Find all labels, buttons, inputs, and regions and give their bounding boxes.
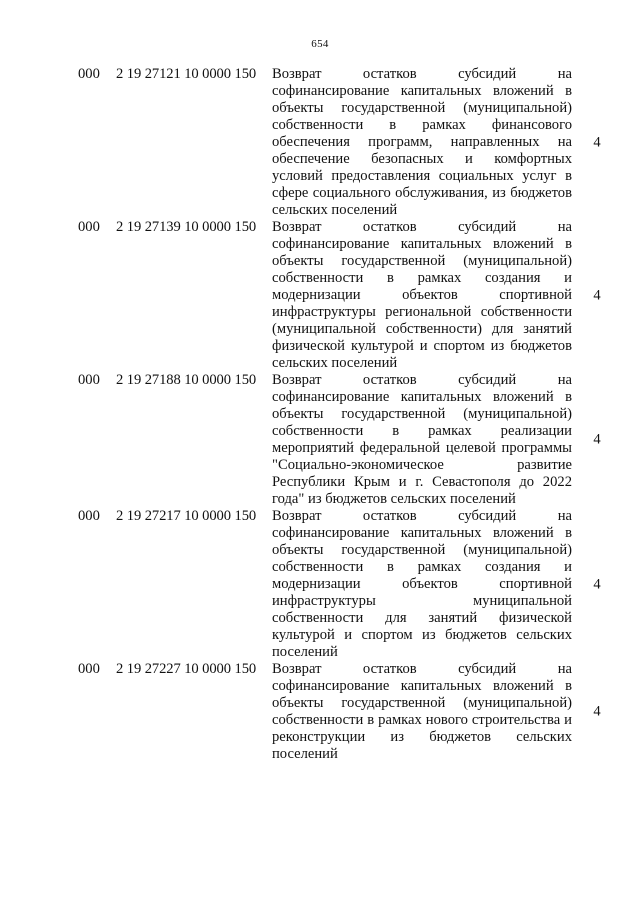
row-value: 4	[593, 576, 601, 592]
row-description: Возврат остатков субсидий на софинансирование капитальных вложений в объекты государственной (муниципальной) собственности в рамках нового строительства и реконструкции из бюджетов сельских поселений	[272, 661, 572, 762]
row-value: 4	[593, 703, 601, 720]
page-number: 654	[311, 38, 329, 50]
budget-code: 2 19 27217 10 0000 150	[116, 508, 257, 524]
table-row	[0, 66, 640, 219]
row-description: Возврат остатков субсидий на софинансирование капитальных вложений в объекты государственной (муниципальной) собственности в рамках реализации мероприятий федеральной целевой программы "Социально-экономическое развитие Республики Крым и г. Севастополя до 2022 года" из бюджетов сельских поселений	[272, 372, 572, 507]
admin-code: 000	[78, 219, 100, 235]
admin-code: 000	[78, 66, 100, 82]
row-description: Возврат остатков субсидий на софинансирование капитальных вложений в объекты государственной (муниципальной) собственности в рамках финансового обеспечения программ, направленных на обеспечение безопасных и комфортных условий предоставления социальных услуг в сфере социального обслуживания, из бюджетов сельских поселений	[272, 66, 572, 218]
budget-code: 2 19 27227 10 0000 150	[116, 661, 257, 677]
table-row	[0, 219, 640, 372]
row-description: Возврат остатков субсидий на софинансирование капитальных вложений в объекты государственной (муниципальной) собственности в рамках создания и модернизации объектов спортивной инфраструктуры муниципальной собственности для занятий физической культурой и спортом из бюджетов сельских поселений	[272, 508, 572, 660]
row-value: 4	[593, 134, 601, 150]
row-description: Возврат остатков субсидий на софинансирование капитальных вложений в объекты государственной (муниципальной) собственности в рамках создания и модернизации объектов спортивной инфраструктуры региональной собственности (муниципальной собственности) для занятий физической культурой и спортом из бюджетов сельских поселений	[272, 219, 572, 371]
admin-code: 000	[78, 372, 100, 388]
table-row	[0, 661, 640, 763]
row-value: 4	[593, 287, 601, 303]
admin-code: 000	[78, 661, 100, 677]
budget-code: 2 19 27121 10 0000 150	[116, 66, 257, 82]
budget-code: 2 19 27188 10 0000 150	[116, 372, 257, 388]
budget-code: 2 19 27139 10 0000 150	[116, 219, 257, 235]
table-row	[0, 372, 640, 508]
admin-code: 000	[78, 508, 100, 524]
row-value: 4	[593, 431, 601, 448]
budget-codes-table	[0, 66, 640, 763]
table-row	[0, 508, 640, 661]
